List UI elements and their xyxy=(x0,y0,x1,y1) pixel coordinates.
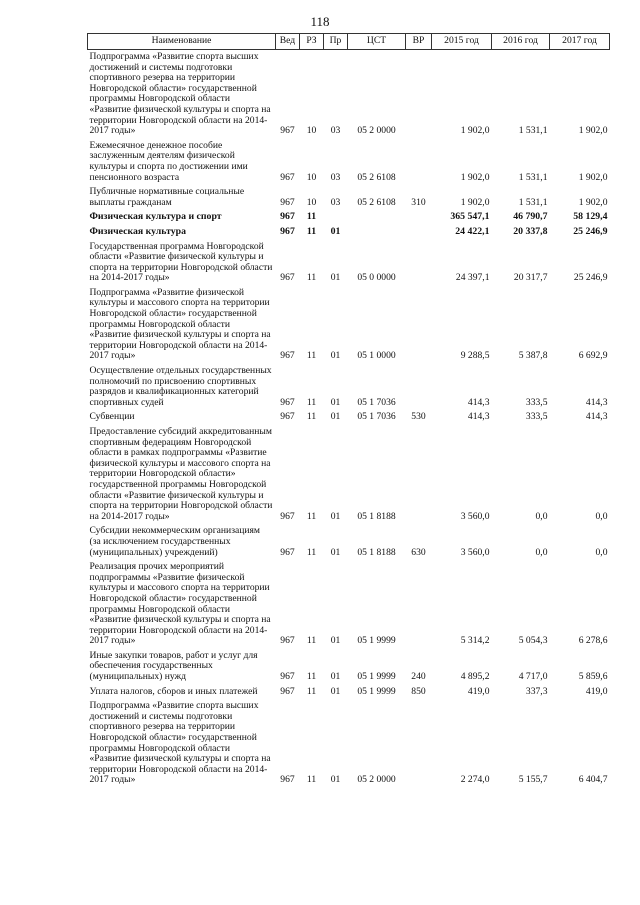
cell-vr xyxy=(406,210,432,225)
table-row xyxy=(88,649,610,685)
header-2015: 2015 год xyxy=(432,34,492,50)
cell-2015: 3 560,0 xyxy=(460,510,490,522)
cell-ved: 967 xyxy=(280,272,295,284)
cell-2015: 24 422,1 xyxy=(455,225,490,237)
cell-ved: 967 xyxy=(280,546,295,558)
cell-pr: 03 xyxy=(330,171,341,183)
cell-pr xyxy=(324,210,348,225)
cell-2015: 4 895,2 xyxy=(460,671,490,683)
cell-2016: 20 337,8 xyxy=(513,225,548,237)
cell-ved: 967 xyxy=(280,350,295,362)
cell-2017: 25 246,9 xyxy=(573,272,608,284)
cell-2017: 1 902,0 xyxy=(578,171,608,183)
cell-2017: 1 902,0 xyxy=(578,196,608,208)
cell-name: Подпрограмма «Развитие физической культуры и массового спорта на территории Новгородской области» государственной программы Новгородской области «Развитие физической культуры и спорта на территории Новгородской области на 2014-2017 годы» xyxy=(89,286,271,362)
cell-pr: 01 xyxy=(330,225,341,237)
cell-pr: 01 xyxy=(330,671,341,683)
table-row xyxy=(88,240,610,286)
cell-cst: 05 1 9999 xyxy=(357,635,396,647)
table-row xyxy=(88,210,610,225)
cell-name: Физическая культура xyxy=(89,225,187,237)
cell-ved: 967 xyxy=(280,685,295,697)
cell-cst: 05 1 8188 xyxy=(357,546,396,558)
cell-cst: 05 1 9999 xyxy=(357,685,396,697)
cell-cst xyxy=(348,225,406,240)
header-pr: Пр xyxy=(324,34,348,50)
cell-rz: 10 xyxy=(306,125,317,137)
table-row xyxy=(88,286,610,364)
cell-name: Подпрограмма «Развитие спорта высших достижений и системы подготовки спортивного резерва на территории Новгородской области» государственной программы Новгородской области «Развитие физической культуры и спорта на территории Новгородской области на 2014-2017 годы» xyxy=(89,700,271,786)
cell-vr xyxy=(406,425,432,524)
cell-2017: 6 692,9 xyxy=(578,350,608,362)
cell-name: Подпрограмма «Развитие спорта высших достижений и системы подготовки спортивного резерва на территории Новгородской области» государственной программы Новгородской области «Развитие физической культуры и спорта на территории Новгородской области на 2014-2017 годы» xyxy=(89,51,271,137)
cell-2015: 2 274,0 xyxy=(460,774,490,786)
cell-vr xyxy=(406,139,432,185)
table-row xyxy=(88,50,610,139)
cell-ved: 967 xyxy=(280,196,295,208)
cell-rz: 11 xyxy=(306,671,317,683)
cell-vr xyxy=(406,286,432,364)
cell-cst: 05 2 0000 xyxy=(357,774,396,786)
header-name: Наименование xyxy=(88,34,276,50)
cell-2017: 25 246,9 xyxy=(573,225,608,237)
table-row xyxy=(88,699,610,788)
cell-name: Предоставление субсидий аккредитованным спортивным федерациям Новгородской области в рамках подпрограммы «Развитие физической культуры и массового спорта на территории Новгородской области» государственной программы Новгородской области «Развитие физической культуры и спорта на территории Новгородской области на 2014-2017 годы» xyxy=(89,426,273,522)
cell-pr: 03 xyxy=(330,196,341,208)
header-ved: Вед xyxy=(276,34,300,50)
cell-pr: 01 xyxy=(330,510,341,522)
cell-vr xyxy=(406,240,432,286)
cell-pr: 01 xyxy=(330,546,341,558)
cell-vr xyxy=(406,364,432,410)
cell-pr: 01 xyxy=(330,350,341,362)
cell-rz: 11 xyxy=(306,272,317,284)
cell-2017: 414,3 xyxy=(585,411,608,423)
cell-rz: 11 xyxy=(306,546,317,558)
cell-2015: 1 902,0 xyxy=(460,196,490,208)
page-number: 118 xyxy=(310,14,330,29)
cell-pr: 01 xyxy=(330,685,341,697)
cell-cst: 05 2 6108 xyxy=(357,171,396,183)
cell-name: Физическая культура и спорт xyxy=(89,211,222,223)
cell-2017: 0,0 xyxy=(595,546,608,558)
cell-2016: 1 531,1 xyxy=(518,196,548,208)
cell-rz: 10 xyxy=(306,171,317,183)
cell-vr: 240 xyxy=(411,671,426,683)
cell-vr xyxy=(406,560,432,649)
cell-vr xyxy=(406,225,432,240)
table-row xyxy=(88,524,610,560)
cell-vr: 310 xyxy=(411,196,426,208)
table-row xyxy=(88,225,610,240)
cell-cst: 05 1 0000 xyxy=(357,350,396,362)
header-cst: ЦСТ xyxy=(348,34,406,50)
cell-2015: 9 288,5 xyxy=(460,350,490,362)
cell-ved: 967 xyxy=(280,774,295,786)
cell-ved: 967 xyxy=(280,411,295,423)
cell-2017: 5 859,6 xyxy=(578,671,608,683)
cell-ved: 967 xyxy=(280,510,295,522)
cell-ved: 967 xyxy=(280,225,295,237)
cell-cst: 05 1 7036 xyxy=(357,396,396,408)
cell-2016: 333,5 xyxy=(525,396,548,408)
cell-pr: 01 xyxy=(330,272,341,284)
budget-table xyxy=(87,33,610,788)
cell-rz: 11 xyxy=(306,411,317,423)
cell-2015: 414,3 xyxy=(467,411,490,423)
cell-rz: 11 xyxy=(306,211,317,223)
header-2016: 2016 год xyxy=(492,34,550,50)
table-body xyxy=(88,50,610,789)
cell-pr: 01 xyxy=(330,396,341,408)
cell-cst: 05 0 0000 xyxy=(357,272,396,284)
cell-rz: 11 xyxy=(306,685,317,697)
cell-2015: 414,3 xyxy=(467,396,490,408)
cell-2017: 58 129,4 xyxy=(573,211,608,223)
cell-pr: 01 xyxy=(330,411,341,423)
cell-name: Осуществление отдельных государственных полномочий по присвоению спортивных разрядов и квалификационных категорий спортивных судей xyxy=(89,365,272,408)
cell-name: Субсидии некоммерческим организациям (за исключением государственных (муниципальных) учреждений) xyxy=(89,525,260,558)
cell-2015: 24 397,1 xyxy=(455,272,490,284)
table-row xyxy=(88,139,610,185)
cell-name: Ежемесячное денежное пособие заслуженным деятелям физической культуры и спорта по достижении ими пенсионного возраста xyxy=(89,139,248,183)
cell-name: Уплата налогов, сборов и иных платежей xyxy=(89,685,258,697)
cell-2015: 3 560,0 xyxy=(460,546,490,558)
cell-2016: 20 317,7 xyxy=(513,272,548,284)
cell-2016: 333,5 xyxy=(525,411,548,423)
cell-rz: 11 xyxy=(306,350,317,362)
cell-vr: 530 xyxy=(411,411,426,423)
cell-2015: 1 902,0 xyxy=(460,125,490,137)
cell-pr: 01 xyxy=(330,635,341,647)
cell-ved: 967 xyxy=(280,635,295,647)
cell-2015: 5 314,2 xyxy=(460,635,490,647)
cell-2016: 46 790,7 xyxy=(513,211,548,223)
header-rz: РЗ xyxy=(300,34,324,50)
cell-rz: 11 xyxy=(306,225,317,237)
cell-rz: 11 xyxy=(306,510,317,522)
cell-2016: 337,3 xyxy=(525,685,548,697)
cell-ved: 967 xyxy=(280,671,295,683)
table-row xyxy=(88,185,610,210)
cell-cst: 05 1 8188 xyxy=(357,510,396,522)
cell-name: Реализация прочих мероприятий подпрограммы «Развитие физической культуры и массового спорта на территории Новгородской области» государственной программы Новгородской области «Развитие физической культуры и спорта на территории Новгородской области на 2014-2017 годы» xyxy=(89,561,271,647)
cell-2017: 419,0 xyxy=(585,685,608,697)
header-2017: 2017 год xyxy=(550,34,610,50)
cell-pr: 01 xyxy=(330,774,341,786)
cell-cst: 05 2 6108 xyxy=(357,196,396,208)
cell-ved: 967 xyxy=(280,396,295,408)
table-row xyxy=(88,560,610,649)
cell-vr xyxy=(406,699,432,788)
cell-rz: 11 xyxy=(306,396,317,408)
cell-2016: 5 054,3 xyxy=(518,635,548,647)
table-header-row xyxy=(88,34,610,50)
cell-2016: 1 531,1 xyxy=(518,125,548,137)
cell-rz: 10 xyxy=(306,196,317,208)
cell-2015: 419,0 xyxy=(467,685,490,697)
cell-2015: 1 902,0 xyxy=(460,171,490,183)
cell-rz: 11 xyxy=(306,774,317,786)
cell-2016: 4 717,0 xyxy=(518,671,548,683)
cell-vr xyxy=(406,50,432,139)
cell-2016: 5 155,7 xyxy=(518,774,548,786)
table-row xyxy=(88,425,610,524)
cell-vr: 850 xyxy=(411,685,426,697)
cell-2017: 0,0 xyxy=(595,510,608,522)
cell-name: Иные закупки товаров, работ и услуг для обеспечения государственных (муниципальных) нужд xyxy=(89,649,258,683)
cell-cst xyxy=(348,210,406,225)
cell-name: Государственная программа Новгородской области «Развитие физической культуры и спорта на территории Новгородской области на 2014-2017 годы» xyxy=(89,240,273,284)
table-row xyxy=(88,685,610,700)
cell-2017: 414,3 xyxy=(585,396,608,408)
cell-2016: 0,0 xyxy=(535,510,548,522)
cell-cst: 05 1 7036 xyxy=(357,411,396,423)
table-row xyxy=(88,410,610,425)
cell-ved: 967 xyxy=(280,211,295,223)
cell-2016: 0,0 xyxy=(535,546,548,558)
cell-2017: 6 404,7 xyxy=(578,774,608,786)
cell-name: Субвенции xyxy=(89,411,135,423)
cell-rz: 11 xyxy=(306,635,317,647)
cell-2016: 5 387,8 xyxy=(518,350,548,362)
cell-pr: 03 xyxy=(330,125,341,137)
cell-ved: 967 xyxy=(280,171,295,183)
cell-cst: 05 2 0000 xyxy=(357,125,396,137)
cell-2017: 6 278,6 xyxy=(578,635,608,647)
header-vr: ВР xyxy=(406,34,432,50)
cell-ved: 967 xyxy=(280,125,295,137)
cell-cst: 05 1 9999 xyxy=(357,671,396,683)
cell-2017: 1 902,0 xyxy=(578,125,608,137)
cell-vr: 630 xyxy=(411,546,426,558)
cell-2016: 1 531,1 xyxy=(518,171,548,183)
table-row xyxy=(88,364,610,410)
cell-name: Публичные нормативные социальные выплаты гражданам xyxy=(89,186,245,208)
cell-2015: 365 547,1 xyxy=(450,211,490,223)
